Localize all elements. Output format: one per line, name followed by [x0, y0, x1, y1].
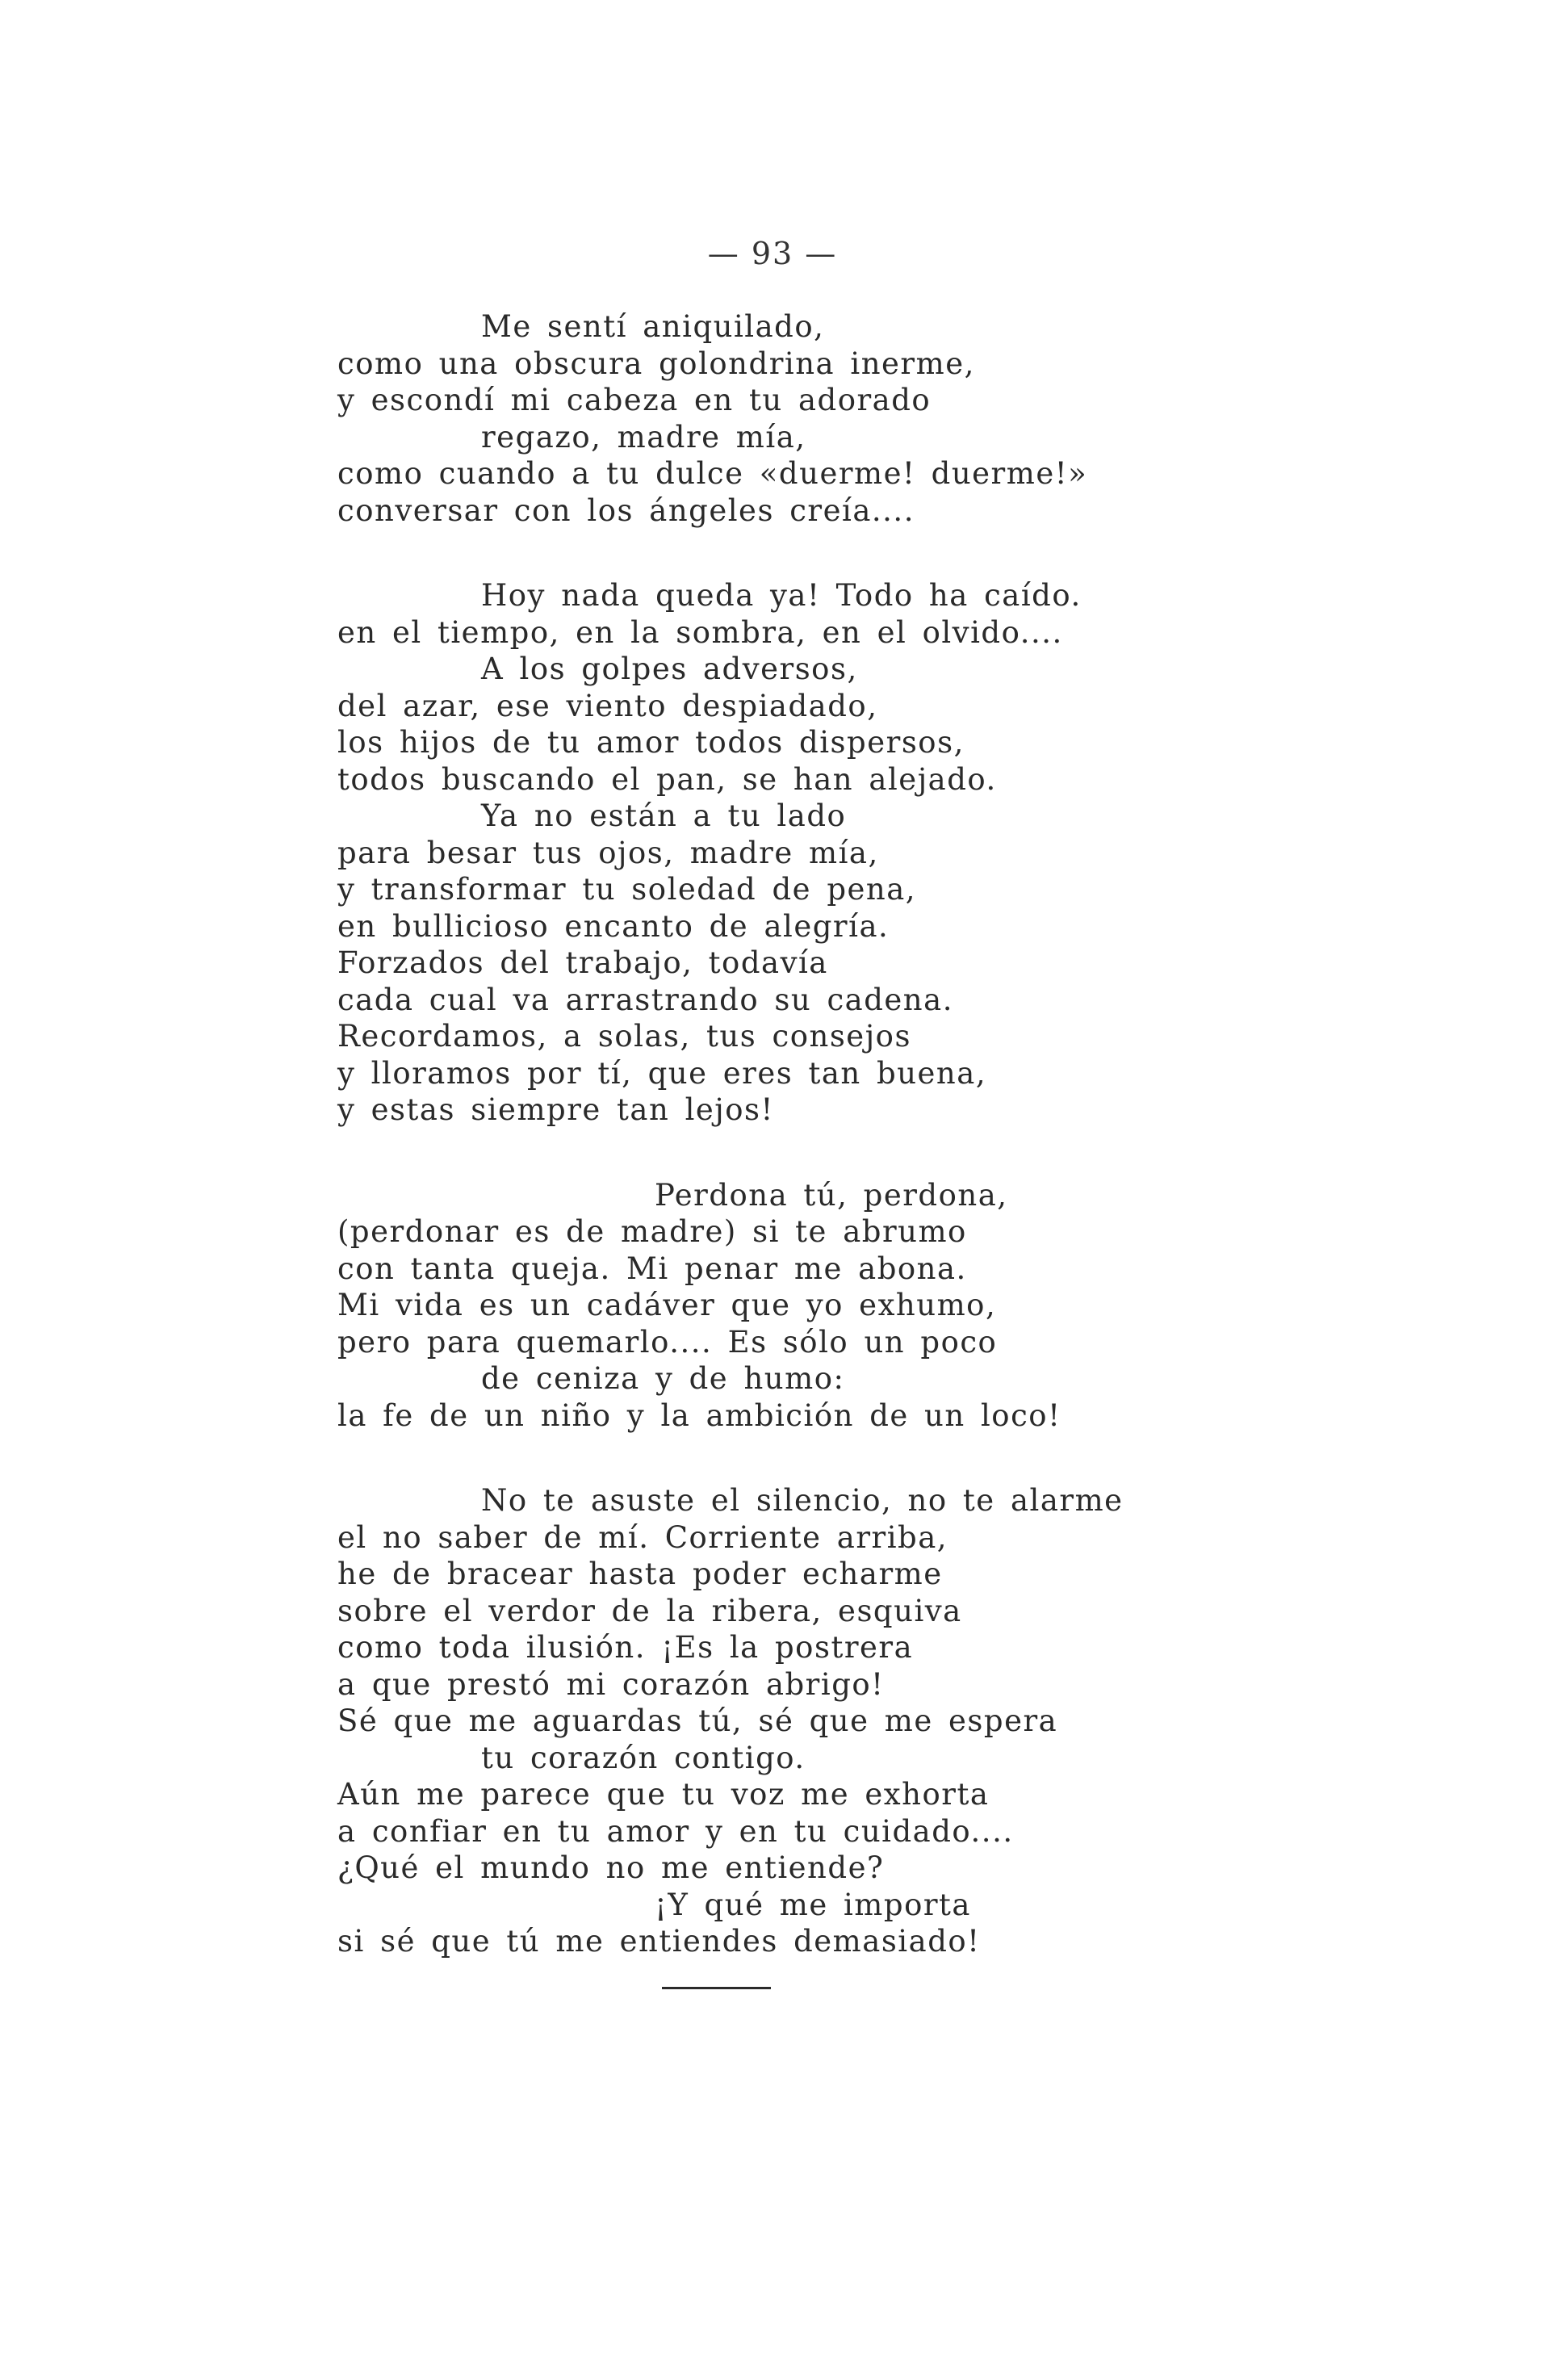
poem-line: Hoy nada queda ya! Todo ha caído.	[481, 578, 1082, 613]
poem-line: como una obscura golondrina inerme,	[337, 346, 975, 381]
stanza	[337, 1177, 1145, 1435]
poem-line: en el tiempo, en la sombra, en el olvido....	[337, 614, 1063, 650]
poem-line: Perdona tú, perdona,	[655, 1177, 1008, 1213]
poem-line: para besar tus ojos, madre mía,	[337, 835, 879, 870]
page-number: — 93 —	[707, 236, 838, 271]
poem-line: Forzados del trabajo, todavía	[337, 945, 828, 980]
poem-line: y escondí mi cabeza en tu adorado	[337, 383, 932, 417]
poem-line: y estas siempre tan lejos!	[337, 1092, 774, 1127]
poem-line: sobre el verdor de la ribera, esquiva	[337, 1593, 962, 1628]
poem-line: (perdonar es de madre) si te abrumo	[337, 1214, 967, 1249]
poem-line: los hijos de tu amor todos dispersos,	[337, 725, 965, 760]
poem-line: la fe de un niño y la ambición de un loco!	[337, 1397, 1061, 1433]
poem-line: Aún me parece que tu voz me exhorta	[337, 1777, 990, 1812]
poem-line: el no saber de mí. Corriente arriba,	[337, 1519, 948, 1555]
poem-line: como toda ilusión. ¡Es la postrera	[337, 1630, 914, 1665]
poem-line: Me sentí aniquilado,	[481, 309, 825, 344]
poem-line: en bullicioso encanto de alegría.	[337, 908, 890, 944]
poem-line: tu corazón contigo.	[481, 1740, 806, 1775]
poem-line: conversar con los ángeles creía....	[337, 492, 915, 528]
poem-line: Recordamos, a solas, tus consejos	[337, 1019, 911, 1054]
poem-line: todos buscando el pan, se han alejado.	[337, 761, 997, 797]
poem-line: pero para quemarlo.... Es sólo un poco	[337, 1324, 998, 1360]
poem-line: ¡Y qué me importa	[655, 1887, 971, 1922]
poem-line: ¿Qué el mundo no me entiende?	[337, 1850, 885, 1885]
stanza	[337, 577, 1145, 1129]
poem-line: Sé que me aguardas tú, sé que me espera	[337, 1703, 1058, 1738]
poem-line: Mi vida es un cadáver que yo exhumo,	[337, 1288, 997, 1322]
poem-line: No te asuste el silencio, no te alarme	[481, 1483, 1124, 1518]
end-rule	[662, 1987, 771, 1989]
poem-line: de ceniza y de humo:	[481, 1361, 845, 1396]
poem-line: a confiar en tu amor y en tu cuidado....	[337, 1813, 1014, 1849]
poem-line: y lloramos por tí, que eres tan buena,	[337, 1055, 987, 1091]
poem-line: como cuando a tu dulce «duerme! duerme!»	[337, 456, 1088, 491]
poem-line: cada cual va arrastrando su cadena.	[337, 982, 953, 1017]
poem-line: he de bracear hasta poder echarme	[337, 1557, 943, 1591]
poem-body	[337, 308, 1145, 2009]
poem-line: del azar, ese viento despiadado,	[337, 688, 878, 723]
poem-line: Ya no están a tu lado	[481, 798, 847, 833]
poem-line: con tanta queja. Mi penar me abona.	[337, 1251, 967, 1286]
stanza	[337, 1482, 1145, 1960]
poem-line: A los golpes adversos,	[481, 652, 858, 686]
poem-line: a que prestó mi corazón abrigo!	[337, 1666, 885, 1702]
poem-line: regazo, madre mía,	[481, 419, 806, 455]
stanza	[337, 308, 1145, 529]
poem-line: y transformar tu soledad de pena,	[337, 872, 917, 907]
poem-line: si sé que tú me entiendes demasiado!	[337, 1924, 981, 1959]
